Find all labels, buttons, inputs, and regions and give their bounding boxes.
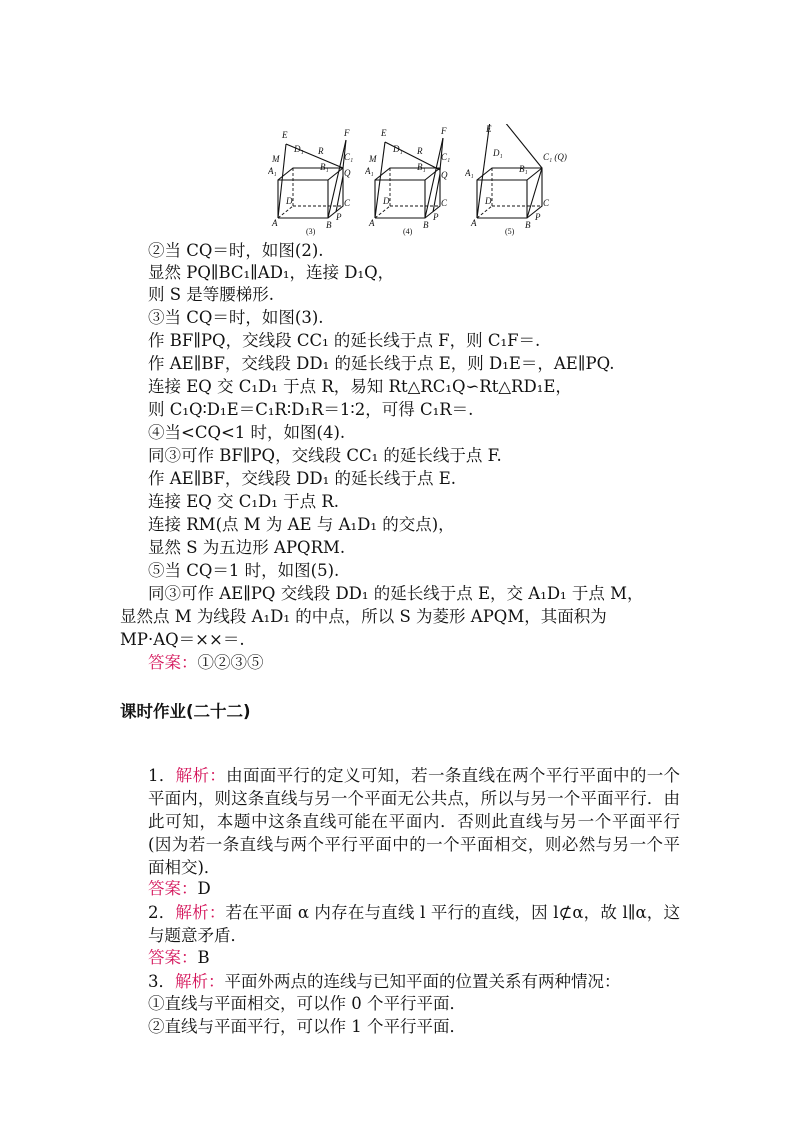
label-C1-Q: C₁ (Q) [543, 152, 567, 162]
answer-line [148, 652, 264, 674]
q3-label: 解析： [175, 972, 225, 991]
label-B1: B₁ [320, 162, 329, 172]
figure-4 [365, 124, 455, 236]
solution-line: 同③可作 BF∥PQ，交线段 CC₁ 的延长线于点 F. [148, 446, 502, 465]
label-B: B [326, 220, 332, 230]
label-E: E [381, 128, 387, 138]
label-D1: D₁ [493, 148, 503, 158]
q2-label: 解析： [175, 903, 226, 922]
q1-text: 由面面平行的定义可知，若一条直线在两个平行平面中的一个平面内，则这条直线与另一个平面无公共点，所以与另一个平面平行．由此可知，本题中这条直线可能在平面内．否则此直线与另一个平面平行(因为若一条直线与两个平行平面中的一个平面相交，则必然与另一个平面相交)． [148, 766, 681, 877]
answer-value: ①②③⑤ [197, 653, 264, 672]
solution-line: 显然 PQ∥BC₁∥AD₁，连接 D₁Q， [148, 263, 395, 282]
question-1 [120, 764, 680, 879]
answer-value: D [197, 879, 211, 898]
solution-line: 则 S 是等腰梯形. [148, 285, 275, 304]
label-R: R [318, 146, 324, 156]
label-C: C [441, 198, 448, 208]
section-title: 课时作业(二十二) [120, 702, 251, 721]
label-D: D [286, 196, 293, 206]
label-P: P [433, 212, 439, 222]
q1-label: 解析： [175, 766, 227, 785]
figure-4-caption: (4) [403, 227, 413, 236]
label-A1: A₁ [465, 168, 474, 178]
label-A1: A₁ [268, 166, 277, 176]
label-A: A [369, 218, 375, 228]
figure-3 [268, 124, 358, 236]
solution-line: 显然 S 为五边形 APQRM. [148, 538, 346, 557]
q1-number: 1． [148, 766, 176, 785]
solution-line: MP·AQ＝××＝. [120, 630, 245, 649]
figure-3-caption: (3) [306, 227, 316, 236]
label-C: C [543, 198, 550, 208]
q3-number: 3． [148, 972, 175, 991]
q3-case-1: ①直线与平面相交，可以作 0 个平行平面． [148, 994, 466, 1013]
solution-line: ⑤当 CQ＝1 时，如图(5). [148, 561, 340, 580]
label-Q: Q [441, 170, 448, 180]
answer-value: B [197, 948, 210, 967]
label-D1: D₁ [294, 144, 304, 154]
figure-5-caption: (5) [505, 227, 515, 236]
label-E: E [282, 130, 288, 140]
label-A: A [471, 218, 477, 228]
label-B1: B₁ [519, 164, 528, 174]
answer-label: 答案： [148, 879, 198, 898]
q2-number: 2． [148, 903, 176, 922]
label-B: B [525, 220, 531, 230]
solution-line: 连接 RM(点 M 为 AE 与 A₁D₁ 的交点)， [148, 515, 455, 534]
q1-answer [148, 878, 211, 900]
answer-label: 答案： [148, 948, 198, 967]
q2-text: 若在平面 α 内存在与直线 l 平行的直线，因 l⊄α，故 l∥α，这与题意矛盾． [148, 903, 681, 945]
label-F: F [441, 126, 447, 136]
label-P: P [535, 212, 541, 222]
label-C1: C₁ [344, 152, 354, 162]
solution-line: 作 BF∥PQ，交线段 CC₁ 的延长线于点 F，则 C₁F＝. [148, 331, 541, 350]
solution-line: 同③可作 AE∥PQ 交线段 DD₁ 的延长线于点 E，交 A₁D₁ 于点 M， [148, 584, 644, 603]
label-E: E [486, 124, 492, 134]
solution-line: ②当 CQ＝时，如图(2). [148, 241, 324, 260]
q2-answer [148, 947, 210, 969]
q3-text: 平面外两点的连线与已知平面的位置关系有两种情况： [224, 972, 621, 991]
label-C1: C₁ [441, 152, 451, 162]
solution-line: 作 AE∥BF，交线段 DD₁ 的延长线于点 E. [148, 469, 456, 488]
solution-line: ③当 CQ＝时，如图(3). [148, 308, 324, 327]
solution-line: 连接 EQ 交 C₁D₁ 于点 R. [148, 492, 340, 511]
answer-label: 答案： [148, 653, 198, 672]
label-D: D [485, 196, 492, 206]
solution-line: 作 AE∥BF，交线段 DD₁ 的延长线于点 E，则 D₁E＝，AE∥PQ. [148, 354, 615, 373]
label-P: P [336, 212, 342, 222]
label-M: M [369, 154, 377, 164]
solution-line: ④当<CQ<1 时，如图(4). [148, 423, 346, 442]
label-B1: B₁ [417, 162, 426, 172]
figure-5 [465, 124, 575, 236]
label-A1: A₁ [365, 166, 374, 176]
figure-row [0, 124, 800, 236]
label-D: D [383, 196, 390, 206]
question-3 [120, 970, 680, 993]
label-M: M [272, 154, 280, 164]
solution-line: 连接 EQ 交 C₁D₁ 于点 R，易知 Rt△RC₁Q∽Rt△RD₁E， [148, 377, 572, 396]
solution-line: 则 C₁Q∶D₁E＝C₁R∶D₁R＝1∶2，可得 C₁R＝. [148, 400, 474, 419]
label-C: C [344, 198, 351, 208]
q3-case-2: ②直线与平面平行，可以作 1 个平行平面． [148, 1017, 466, 1036]
label-B: B [423, 220, 429, 230]
label-Q: Q [344, 168, 351, 178]
solution-line: 显然点 M 为线段 A₁D₁ 的中点，所以 S 为菱形 APQM，其面积为 [120, 607, 607, 626]
label-A: A [272, 218, 278, 228]
label-R: R [417, 146, 423, 156]
label-D1: D₁ [393, 144, 403, 154]
label-F: F [344, 128, 350, 138]
question-2 [120, 901, 680, 947]
